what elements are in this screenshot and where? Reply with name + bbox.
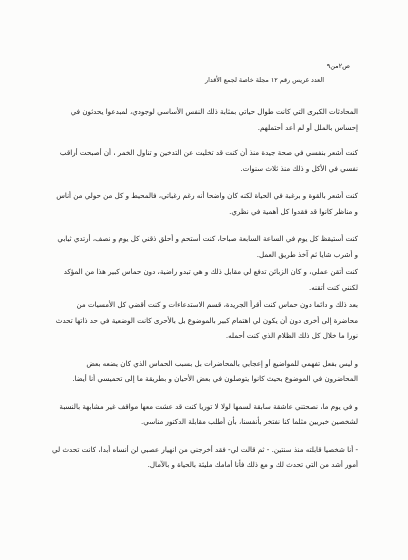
paragraph-7: و ليس بفعل تفهمي للمواضيع أو إعجابي بالمحاضرات بل بسبب الحماس الذي كان يضعه بعض المحاضرون في الموضوع بحيث كانوا يتوصلون في بعض الأحيان و بطريقة ما إلى تحميسي أنا أيضا.	[72, 358, 358, 383]
paragraph-2: كنت أشعر بنفسي في صحة جيدة منذ أن كنت قد تخليت عن التدخين و تناول الخمر ، أن أصبحت أراقب نفسي في الأكل و ذلك منذ ثلاث سنوات.	[59, 148, 358, 173]
paragraph-8: و في يوم ما، نصحتني عاشقة سابقة لسمها لولا لا توريا كنت قد عشت معها مواقف غير مشابهة بالنسبة لشخصين خبريين مثلما كنا نفتخر بأنفسنا، بأن أطلب مقابلة الدكتور مناسي.	[59, 401, 358, 426]
paragraph-9: - أنا شخصيا قابلته منذ سنتين. - ثم قالت لي- فقد أخرجني من انهيار عصبي لن أنساه أبدا، كانت تحدث لي أمور أشد من التي تحدث لك و مع ذلك فأنا أمامك مليئة بالحياة و بالآمال.	[52, 444, 358, 469]
paragraph-5: كنت أتقن عملي، و كان الزبائن تدفع لي مقابل ذلك و هي تبدو راضية، دون حماس كبير هذا من المؤكد لكنني كنت أتقنه.	[63, 267, 358, 292]
paragraph-6: بعد ذلك و دائما دون حماس كنت أقرأ الجريدة، قسم الاستدعاءات و كنت أقضي كل الأمسيات من محاضرة إلى أخرى دون أن يكون لي اهتمام كبير بالموضوع بل بالأحرى كانت الوضعية في حد ذاتها تحدث نورا ما خلال كل ذلك الظلام الذي كنت أحمله.	[55, 300, 358, 340]
document-body	[52, 104, 358, 473]
paragraph-1: المحادثات الكبرى التي كانت طوال حياتي بمثابة ذلك النفس الأساسي لوجودي، لمبدعوا يحدثون في إحساس بالملل أو لم أعد أحتملهم.	[70, 107, 358, 132]
document-header: العدد غريس رقم ١٢ مجلة خاصة لجمع الأقدار	[205, 76, 324, 84]
paragraph-3: كنت أشعر بالقوة و برغبة في الحياة لكنه كان واضحا أنه رغم رغباتي، فالمحيط و كل من حولي من أناس و مناظر كانوا قد فقدوا كل أهمية في نظري.	[56, 191, 358, 216]
paragraph-4: كنت أستيقظ كل يوم في الساعة السابعة صباحا، كنت أستحم و أحلق ذقني كل يوم و نصف، أرتدي ثيابي و أشرب شايا ثم آخذ طريق العمل.	[57, 234, 358, 259]
page-number: ص٢من٩	[326, 62, 350, 70]
